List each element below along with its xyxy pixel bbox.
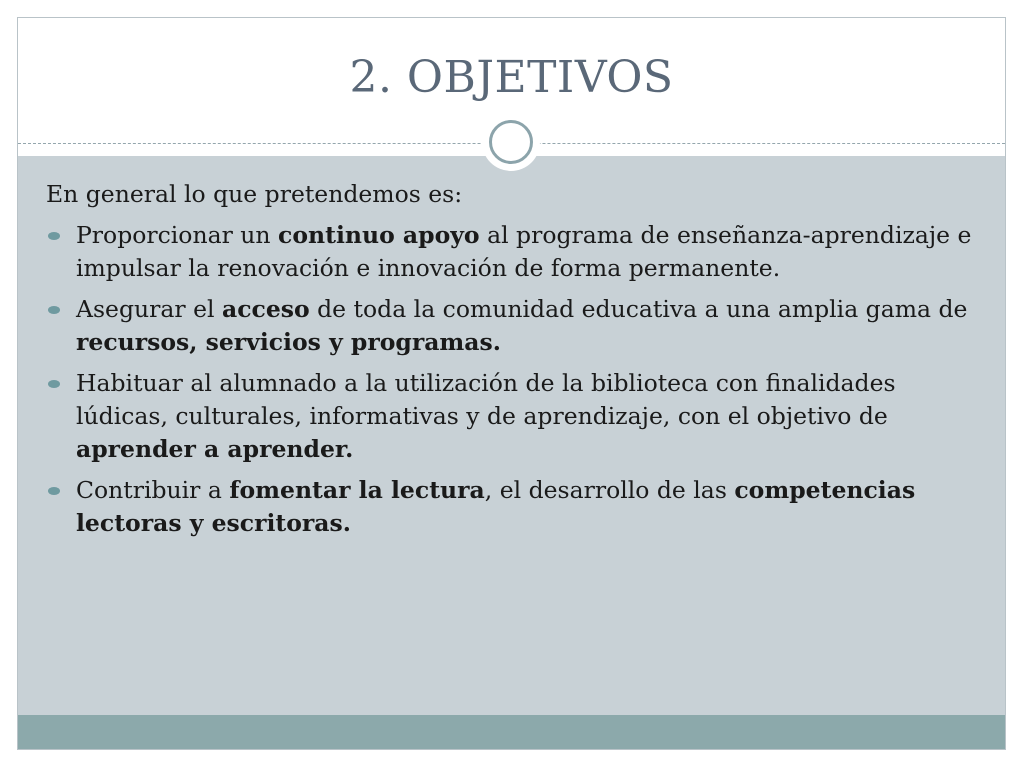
footer-bar — [18, 715, 1005, 749]
bullet-bold-text: recursos, servicios y programas. — [76, 328, 501, 356]
bullet-text: Asegurar el — [76, 295, 222, 323]
bullet-list — [46, 219, 986, 540]
bullet-bold-text: competencias lectoras y escritoras. — [76, 476, 916, 537]
bullet-text: Contribuir a — [76, 476, 230, 504]
slide-content — [46, 178, 986, 548]
bullet-text: al programa de enseñanza-aprendizaje e impulsar la renovación e innovación de forma permanente. — [76, 221, 972, 282]
bullet-text: de toda la comunidad educativa a una amplia gama de — [309, 295, 968, 323]
bullet-text: Habituar al alumnado a la utilización de la biblioteca con finalidades lúdicas, culturales, informativas y de aprendizaje, con el objetivo de — [76, 369, 896, 430]
slide — [17, 17, 1006, 750]
list-item — [46, 293, 986, 359]
ring-ornament-icon — [482, 113, 540, 171]
slide-title: 2. OBJETIVOS — [349, 52, 674, 103]
intro-text: En general lo que pretendemos es: — [46, 180, 463, 208]
bullet-bold-text: continuo apoyo — [278, 221, 480, 249]
bullet-text: Proporcionar un — [76, 221, 279, 249]
ring-inner — [489, 120, 533, 164]
list-item — [46, 367, 986, 466]
bullet-bold-text: aprender a aprender. — [76, 435, 354, 463]
bullet-icon — [48, 487, 60, 495]
bullet-text: , el desarrollo de las — [484, 476, 735, 504]
list-item — [46, 219, 986, 285]
bullet-icon — [48, 380, 60, 388]
bullet-bold-text: acceso — [221, 295, 310, 323]
bullet-bold-text: fomentar la lectura — [229, 476, 485, 504]
bullet-icon — [48, 306, 60, 314]
bullet-icon — [48, 232, 60, 240]
list-item — [46, 474, 986, 540]
